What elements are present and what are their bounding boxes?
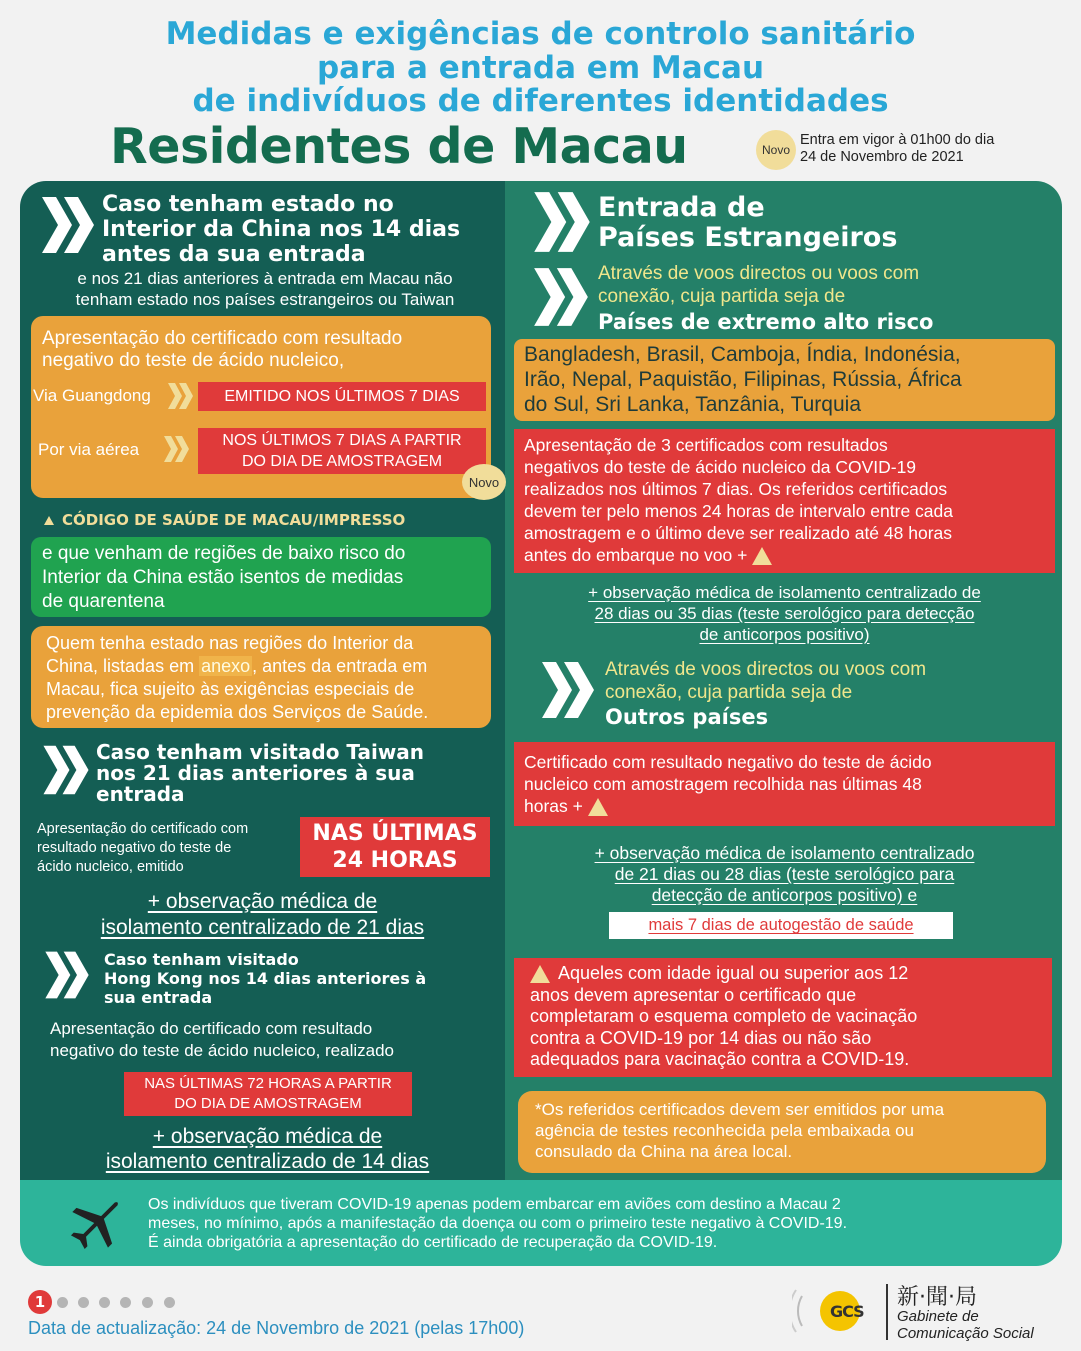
vaccination-line-3: completaram o esquema completo de vacinação [530, 1006, 918, 1026]
section-hongkong-title-2: Hong Kong nos 14 dias anteriores à [104, 969, 427, 988]
vaccination-line-4: contra a COVID-19 por 14 dias ou não são [530, 1027, 872, 1048]
vaccination-text [530, 963, 1035, 1071]
tag-24-hours [300, 817, 490, 877]
tag-72-hours-1: NAS ÚLTIMAS 72 HORAS A PARTIR [144, 1075, 392, 1092]
logo-portuguese-2: Comunicação Social [897, 1325, 1034, 1342]
section-mainland-subtitle [30, 268, 500, 310]
covid-recovery-note-3: É ainda obrigatória a apresentação do certificado de recuperação da COVID-19. [148, 1234, 718, 1251]
tag-72-hours [124, 1072, 412, 1116]
countries-line-1: Bangladesh, Brasil, Camboja, Índia, Indonésia, [524, 343, 961, 366]
page-indicator-dot[interactable] [164, 1297, 175, 1308]
double-chevron-icon [530, 266, 592, 328]
covid-recovery-note-2: meses, no mínimo, após a manifestação da doença ou com o primeiro teste negativo à COVID-19. [148, 1215, 848, 1232]
self-management-text: mais 7 dias de autogestão de saúde [648, 916, 914, 934]
health-code-text: CÓDIGO DE SAÚDE DE MACAU/IMPRESSO [62, 511, 406, 529]
foreign-entry-title-1: Entrada de [598, 192, 765, 223]
taiwan-certificate-text-3: ácido nucleico, emitido [37, 859, 184, 875]
page-indicator-dot[interactable] [99, 1297, 110, 1308]
certificate-text-1: Apresentação do certificado com resultado [42, 328, 403, 349]
hongkong-certificate-text-2: negativo do teste de ácido nucleico, realizado [50, 1041, 395, 1060]
vaccination-line-1 [530, 963, 1035, 985]
vaccination-line-5: adequados para vacinação contra a COVID-19. [530, 1049, 910, 1069]
tag-24-hours-1: NAS ÚLTIMAS [312, 821, 478, 846]
double-chevron-icon [538, 660, 598, 720]
section-taiwan-title-2: nos 21 dias anteriores à sua [96, 761, 415, 785]
taiwan-observation-2: isolamento centralizado de 21 dias [100, 916, 425, 939]
special-text-2 [46, 655, 428, 678]
tag-24-hours-2: 24 HORAS [332, 848, 458, 873]
special-requirements-text [46, 632, 428, 724]
tag-7-days-sampling-1: NOS ÚLTIMOS 7 DIAS A PARTIR [222, 432, 462, 449]
double-chevron-icon [40, 744, 92, 796]
other-req-3-text: horas + [524, 796, 583, 816]
high-risk-req-3: realizados nos últimos 7 dias. Os referidos certificados [524, 479, 948, 499]
section-taiwan-title-1: Caso tenham visitado Taiwan [96, 740, 425, 764]
section-hongkong-title-3: sua entrada [104, 988, 213, 1007]
countries-line-3: do Sul, Sri Lanka, Tanzânia, Turquia [524, 393, 861, 416]
high-risk-observation-3: de anticorpos positivo) [699, 625, 870, 644]
high-risk-subtitle [598, 262, 919, 308]
high-risk-observation-1: + observação médica de isolamento centralizado de [588, 583, 981, 602]
effective-line-2: 24 de Novembro de 2021 [800, 149, 964, 165]
logo-portuguese-1: Gabinete de [897, 1308, 979, 1325]
logo-letters: GCS [830, 1302, 864, 1321]
low-risk-text-1: e que venham de regiões de baixo risco do [42, 543, 406, 564]
taiwan-certificate-text-1: Apresentação do certificado com [37, 821, 249, 837]
taiwan-observation [30, 889, 495, 941]
section-mainland-title-1: Caso tenham estado no [102, 192, 394, 217]
section-mainland-subtitle-2: tenham estado nos países estrangeiros ou Taiwan [75, 290, 455, 309]
other-req-3 [524, 795, 1044, 817]
other-req-2: nucleico com amostragem recolhida nas últimas 48 [524, 774, 922, 794]
special-text-1: Quem tenha estado nas regiões do Interior da [46, 633, 414, 653]
airplane-icon [66, 1192, 128, 1258]
annex-link[interactable]: anexo [201, 656, 251, 676]
high-risk-req-2: negativos do teste de ácido nucleico da COVID-19 [524, 457, 917, 477]
section-mainland-title [102, 192, 460, 267]
page-title: Residentes de Macau [110, 118, 688, 175]
vaccination-line-1-text: Aqueles com idade igual ou superior aos 12 [558, 963, 909, 983]
tag-issued-7-days: EMITIDO NOS ÚLTIMOS 7 DIAS [198, 382, 486, 411]
other-observation-2: de 21 dias ou 28 dias (teste serológico para [614, 864, 955, 884]
other-observation-1: + observação médica de isolamento centralizado [594, 843, 975, 863]
covid-recovery-note [148, 1195, 847, 1252]
certificate-note-3: consulado da China na área local. [535, 1142, 793, 1161]
taiwan-observation-1: + observação médica de [147, 890, 378, 913]
high-risk-req-1: Apresentação de 3 certificados com resultados [524, 435, 888, 455]
via-aerea-label: Por via aérea [38, 440, 140, 459]
update-date: Data de actualização: 24 de Novembro de 2021 (pelas 17h00) [28, 1318, 525, 1338]
other-countries-requirements [524, 751, 1044, 817]
low-risk-text-3: de quarentena [42, 591, 165, 612]
certificate-text [42, 328, 402, 372]
logo-divider [886, 1284, 888, 1340]
taiwan-certificate-text [37, 820, 248, 877]
other-countries-subtitle-2: conexão, cuja partida seja de [605, 682, 853, 703]
page-indicator-dot[interactable] [142, 1297, 153, 1308]
other-req-1: Certificado com resultado negativo do teste de ácido [524, 752, 932, 772]
header-title-line-3: de indivíduos de diferentes identidades [192, 83, 889, 119]
page-indicator-dot[interactable] [120, 1297, 131, 1308]
page-indicator-active[interactable]: 1 [28, 1290, 52, 1314]
section-mainland-subtitle-1: e nos 21 dias anteriores à entrada em Macau não [77, 269, 453, 288]
page-indicator-dot[interactable] [57, 1297, 68, 1308]
covid-recovery-note-1: Os indivíduos que tiveram COVID-19 apenas podem embarcar em aviões com destino a Macau 2 [148, 1196, 841, 1213]
hongkong-certificate-text [50, 1018, 394, 1062]
high-risk-observation [514, 582, 1055, 645]
section-taiwan-title [96, 742, 424, 805]
special-text-3: Macau, fica sujeito às exigências especiais de [46, 679, 415, 699]
hongkong-certificate-text-1: Apresentação do certificado com resultado [50, 1019, 373, 1038]
special-text-2b: , antes da entrada em [252, 656, 428, 676]
chevron-right-icon [166, 381, 196, 415]
tag-7-days-sampling [198, 428, 486, 474]
section-mainland-title-2: Interior da China nos 14 dias [102, 217, 461, 242]
other-countries-subtitle-1: Através de voos directos ou voos com [605, 659, 927, 680]
effective-line-1: Entra em vigor à 01h00 do dia [800, 132, 995, 148]
low-risk-text [42, 542, 405, 614]
foreign-entry-title [598, 193, 897, 253]
self-management-tag [609, 912, 953, 939]
tag-7-days-sampling-2: DO DIA DE AMOSTRAGEM [241, 453, 443, 470]
vaccination-line-2: anos devem apresentar o certificado que [530, 984, 857, 1005]
logo-chinese: 新·聞·局 [897, 1285, 977, 1310]
other-countries-subtitle [605, 658, 926, 704]
high-risk-title: Países de extremo alto risco [598, 310, 934, 334]
health-code-label [44, 511, 405, 529]
taiwan-certificate-text-2: resultado negativo do teste de [37, 840, 232, 856]
double-chevron-icon [530, 190, 594, 254]
other-countries-title: Outros países [605, 705, 769, 729]
page-indicator-dot[interactable] [78, 1297, 89, 1308]
header-title-line-2: para a entrada em Macau [316, 50, 765, 86]
high-risk-req-5: amostragem e o último deve ser realizado até 48 horas [524, 523, 953, 543]
special-text-4: prevenção da epidemia dos Serviços de Saúde. [46, 702, 429, 722]
high-risk-observation-2: 28 dias ou 35 dias (teste serológico para detecção [594, 604, 975, 623]
warning-icon [752, 547, 772, 565]
section-mainland-title-3: antes da sua entrada [102, 242, 366, 267]
novo-badge: Novo [462, 464, 506, 500]
foreign-entry-title-2: Países Estrangeiros [598, 222, 898, 253]
high-risk-subtitle-1: Através de voos directos ou voos com [598, 263, 920, 284]
double-chevron-icon [42, 950, 92, 1000]
logo-portuguese [897, 1308, 1034, 1342]
chevron-right-icon [162, 434, 192, 468]
double-chevron-icon [38, 195, 98, 255]
effective-date [800, 132, 1070, 166]
certificate-note-1: *Os referidos certificados devem ser emitidos por uma [535, 1100, 945, 1119]
section-hongkong-title [104, 950, 426, 1007]
warning-icon [530, 965, 550, 983]
high-risk-req-6 [524, 544, 1046, 566]
high-risk-subtitle-2: conexão, cuja partida seja de [598, 286, 846, 307]
warning-icon [588, 798, 608, 816]
tag-72-hours-2: DO DIA DE AMOSTRAGEM [174, 1095, 362, 1112]
other-observation-3: detecção de anticorpos positivo) e [651, 885, 918, 905]
hongkong-observation-1: + observação médica de [152, 1125, 383, 1148]
section-taiwan-title-3: entrada [96, 782, 185, 806]
high-risk-requirements [524, 434, 1046, 566]
header-title-line-1: Medidas e exigências de controlo sanitário [165, 16, 916, 52]
high-risk-req-4: devem ter pelo menos 24 horas de intervalo entre cada [524, 501, 954, 521]
certificate-text-2: negativo do teste de ácido nucleico, [42, 350, 345, 371]
section-hongkong-title-1: Caso tenham visitado [104, 950, 299, 969]
countries-line-2: Irão, Nepal, Paquistão, Filipinas, Rússia, África [524, 368, 962, 391]
high-risk-req-6-text: antes do embarque no voo + [524, 545, 748, 565]
other-countries-observation [514, 843, 1055, 906]
certificate-note-2: agência de testes reconhecida pela embaixada ou [535, 1121, 914, 1140]
hongkong-observation-2: isolamento centralizado de 14 dias [105, 1150, 430, 1173]
via-guangdong-label: Via Guangdong [33, 386, 151, 405]
countries-list [524, 342, 962, 417]
special-text-2a: China, listadas em [46, 656, 200, 676]
warning-icon [44, 516, 54, 525]
low-risk-text-2: Interior da China estão isentos de medidas [42, 567, 404, 588]
certificate-note [535, 1099, 944, 1162]
novo-badge: Novo [756, 130, 796, 170]
hongkong-observation [30, 1124, 505, 1174]
